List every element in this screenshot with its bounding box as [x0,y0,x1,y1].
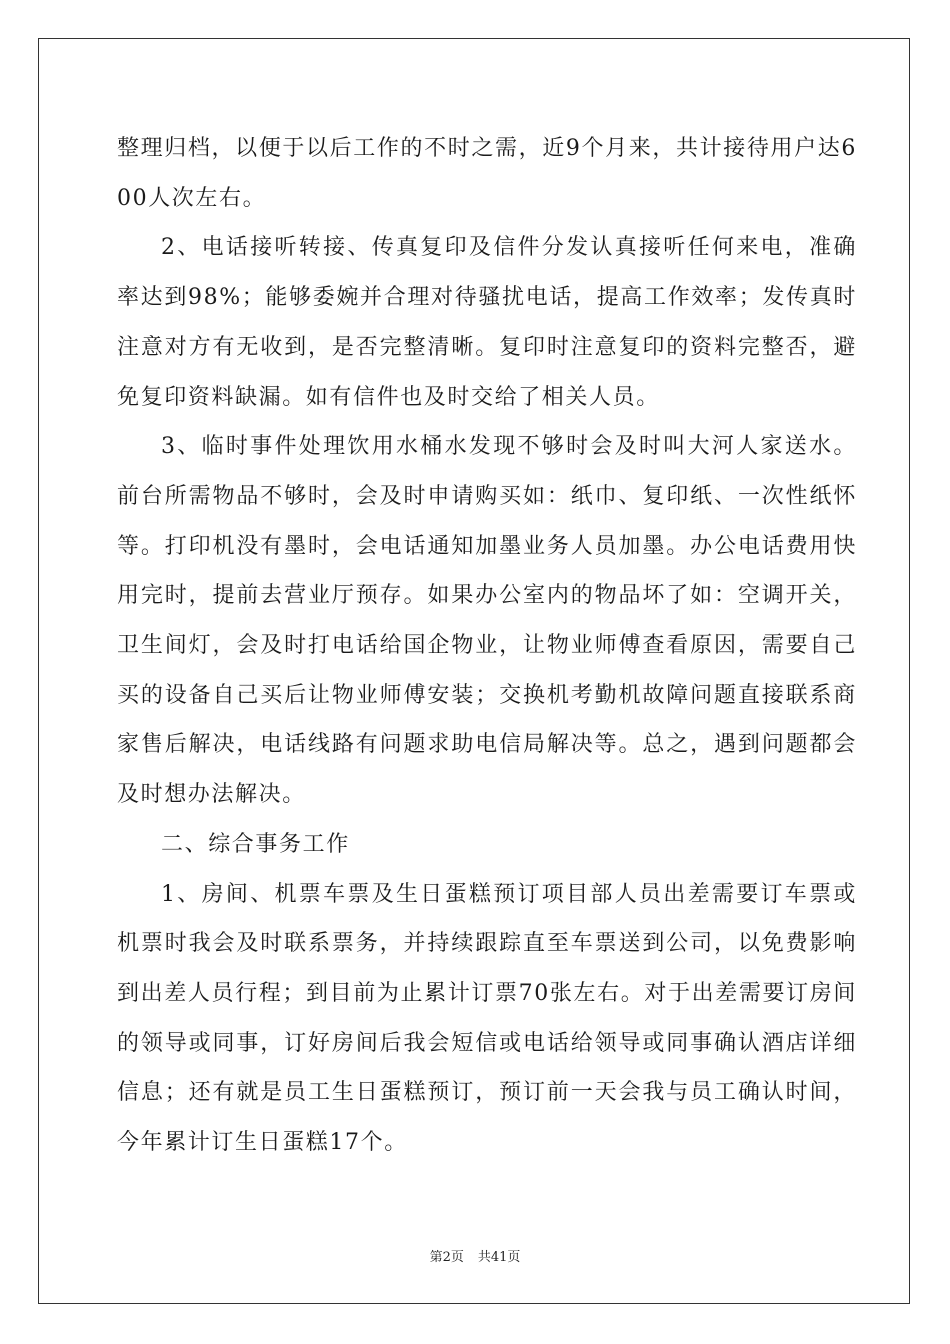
page-number: 第2页 [429,1250,464,1265]
paragraph-archive: 整理归档，以便于以后工作的不时之需，近9个月来，共计接待用户达600人次左右。 [117,136,857,211]
page-total: 共41页 [477,1250,521,1265]
section-heading-general-affairs: 二、综合事务工作 [161,831,350,857]
paragraph-phone-fax: 2、电话接听转接、传真复印及信件分发认真接听任何来电，准确率达到98%；能够委婉并合理对待骚扰电话，提高工作效率；发传真时注意对方有无收到，是否完整清晰。复印时注意复印的资料完整否，避免复印资料缺漏。如有信件也及时交给了相关人员。 [117,235,857,410]
paragraph-bookings: 1、房间、机票车票及生日蛋糕预订项目部人员出差需要订车票或机票时我会及时联系票务，并持续跟踪直至车票送到公司，以免费影响到出差人员行程；到目前为止累计订票70张左右。对于出差需要订房间的领导或同事，订好房间后我会短信或电话给领导或同事确认酒店详细信息；还有就是员工生日蛋糕预订，预订前一天会我与员工确认时间，今年累计订生日蛋糕17个。 [117,881,857,1156]
document-body [117,124,857,1168]
paragraph-temporary-events: 3、临时事件处理饮用水桶水发现不够时会及时叫大河人家送水。前台所需物品不够时，会及时申请购买如：纸巾、复印纸、一次性纸怀等。打印机没有墨时，会电话通知加墨业务人员加墨。办公电话费用快用完时，提前去营业厅预存。如果办公室内的物品坏了如：空调开关，卫生间灯，会及时打电话给国企物业，让物业师傅查看原因，需要自己买的设备自己买后让物业师傅安装；交换机考勤机故障问题直接联系商家售后解决，电话线路有问题求助电信局解决等。总之，遇到问题都会及时想办法解决。 [117,434,857,808]
page-footer [0,1246,950,1265]
